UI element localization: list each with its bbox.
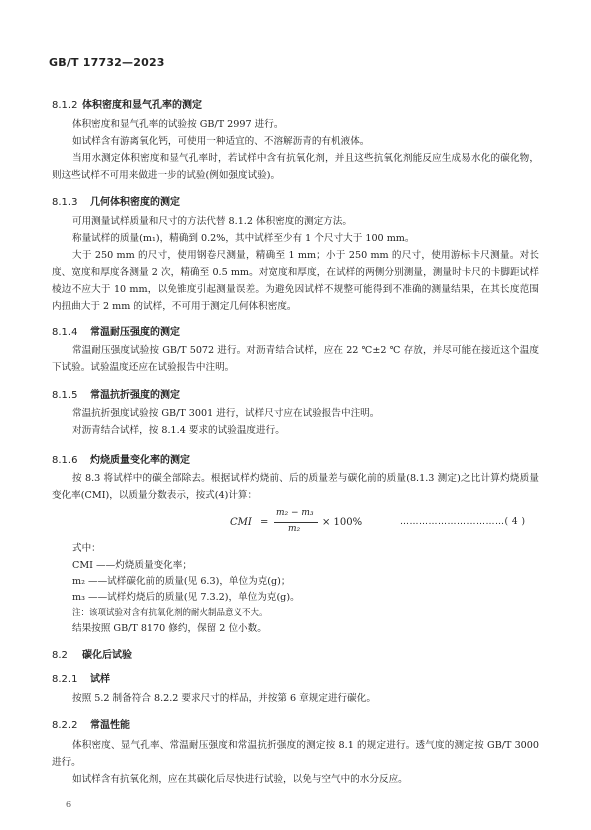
paragraph: 如试样含有游离氧化钙，可使用一种适宜的、不溶解沥青的有机液体。 <box>72 136 370 147</box>
document-header: GB/T 17732—2023 <box>49 56 165 69</box>
paragraph: 称量试样的质量(m₁)，精确到 0.2%，其中试样至少有 1 个尺寸大于 100 mm。 <box>72 233 415 244</box>
paragraph: 常温耐压强度试验按 GB/T 5072 进行。对沥青结合试样，应在 22 ℃±2 ℃ 存放，并尽可能在接近这个温度下试验。试验温度还应在试验报告中注明。 <box>52 345 539 373</box>
section-number: 8.2 <box>52 650 68 661</box>
paragraph: 如试样含有抗氧化剂，应在其碳化后尽快进行试验，以免与空气中的水分反应。 <box>72 774 408 785</box>
formula-denominator: m₂ <box>288 524 301 534</box>
fraction-bar <box>274 522 318 523</box>
section-title: 灼烧质量变化率的测定 <box>90 455 190 466</box>
formula-numerator: m₂ − m₃ <box>276 508 314 518</box>
formula-leader <box>400 517 525 527</box>
paragraph: 对沥青结合试样，按 8.1.4 要求的试验温度进行。 <box>72 425 285 436</box>
section-number: 8.1.3 <box>52 197 78 208</box>
section-heading-8-2-2 <box>52 716 130 731</box>
paragraph: 按照 5.2 制备符合 8.2.2 要求尺寸的样品，并按第 6 章规定进行碳化。 <box>72 693 376 704</box>
section-title: 常温抗折强度的测定 <box>90 390 180 401</box>
section-number: 8.2.2 <box>52 720 78 731</box>
section-heading-8-1-6 <box>52 451 190 466</box>
page-number: 6 <box>66 800 72 809</box>
section-number: 8.1.6 <box>52 455 78 466</box>
paragraph: 大于 250 mm 的尺寸，使用钢卷尺测量，精确至 1 mm；小于 250 mm 的尺寸，使用游标卡尺测量。对长度、宽度和厚度各测量 2 次，精确至 0.5 mm。对宽度和厚度，在试样的两侧分别测量，测量时卡尺的卡脚距试样棱边不应大于 10 mm，以免锥度引起测量误差。为避免因试样不规整可能得到不准确的测量结果，在其长度范围内扭曲大于 2 mm 的试样，不可用于测定几何体积密度。 <box>52 250 539 312</box>
section-title: 碳化后试验 <box>82 650 132 661</box>
section-heading-8-1-5 <box>52 386 180 401</box>
section-heading-8-2 <box>52 646 132 661</box>
definition-cmi: CMI ——灼烧质量变化率； <box>72 560 192 571</box>
section-number: 8.1.2 <box>52 100 78 111</box>
definition-m3: m₃ ——试样灼烧后的质量(见 7.3.2)，单位为克(g)。 <box>72 592 300 603</box>
paragraph: 当用水测定体积密度和显气孔率时，若试样中含有抗氧化剂，并且这些抗氧化剂能反应生成易水化的碳化物，则这些试样不可用来做进一步的试验(例如强度试验)。 <box>52 153 539 181</box>
section-number: 8.1.4 <box>52 327 78 338</box>
paragraph: 结果按照 GB/T 8170 修约，保留 2 位小数。 <box>72 623 267 634</box>
leader-dots: …………………………… <box>400 517 505 527</box>
section-title: 体积密度和显气孔率的测定 <box>82 100 202 111</box>
section-heading-8-1-2 <box>52 96 202 111</box>
section-heading-8-1-3 <box>52 193 180 208</box>
paragraph: 常温抗折强度试验按 GB/T 3001 进行，试样尺寸应在试验报告中注明。 <box>72 408 380 419</box>
equation-number: ( 4 ) <box>504 517 526 527</box>
where-label: 式中： <box>72 543 101 554</box>
section-title: 几何体积密度的测定 <box>90 197 180 208</box>
section-number: 8.2.1 <box>52 674 78 685</box>
definition-m2: m₂ ——试样碳化前的质量(见 6.3)，单位为克(g)； <box>72 576 291 587</box>
note: 注：该项试验对含有抗氧化剂的耐火制品意义不大。 <box>72 608 268 618</box>
formula-lhs: CMI <box>230 517 252 528</box>
section-title: 常温性能 <box>90 720 130 731</box>
paragraph: 体积密度和显气孔率的试验按 GB/T 2997 进行。 <box>72 119 284 130</box>
section-number: 8.1.5 <box>52 390 78 401</box>
section-heading-8-1-4 <box>52 323 180 338</box>
section-title: 试样 <box>90 674 110 685</box>
formula-equals: = <box>260 517 269 528</box>
section-heading-8-2-1 <box>52 670 110 685</box>
paragraph: 可用测量试样质量和尺寸的方法代替 8.1.2 体积密度的测定方法。 <box>72 216 352 227</box>
section-title: 常温耐压强度的测定 <box>90 327 180 338</box>
paragraph: 体积密度、显气孔率、常温耐压强度和常温抗折强度的测定按 8.1 的规定进行。透气度的测定按 GB/T 3000 进行。 <box>52 740 539 768</box>
formula-rhs: × 100% <box>322 517 363 528</box>
formula-cmi <box>230 508 370 538</box>
paragraph: 按 8.3 将试样中的碳全部除去。根据试样灼烧前、后的质量差与碳化前的质量(8.1.3 测定)之比计算灼烧质量变化率(CMI)，以质量分数表示，按式(4)计算： <box>52 473 539 501</box>
